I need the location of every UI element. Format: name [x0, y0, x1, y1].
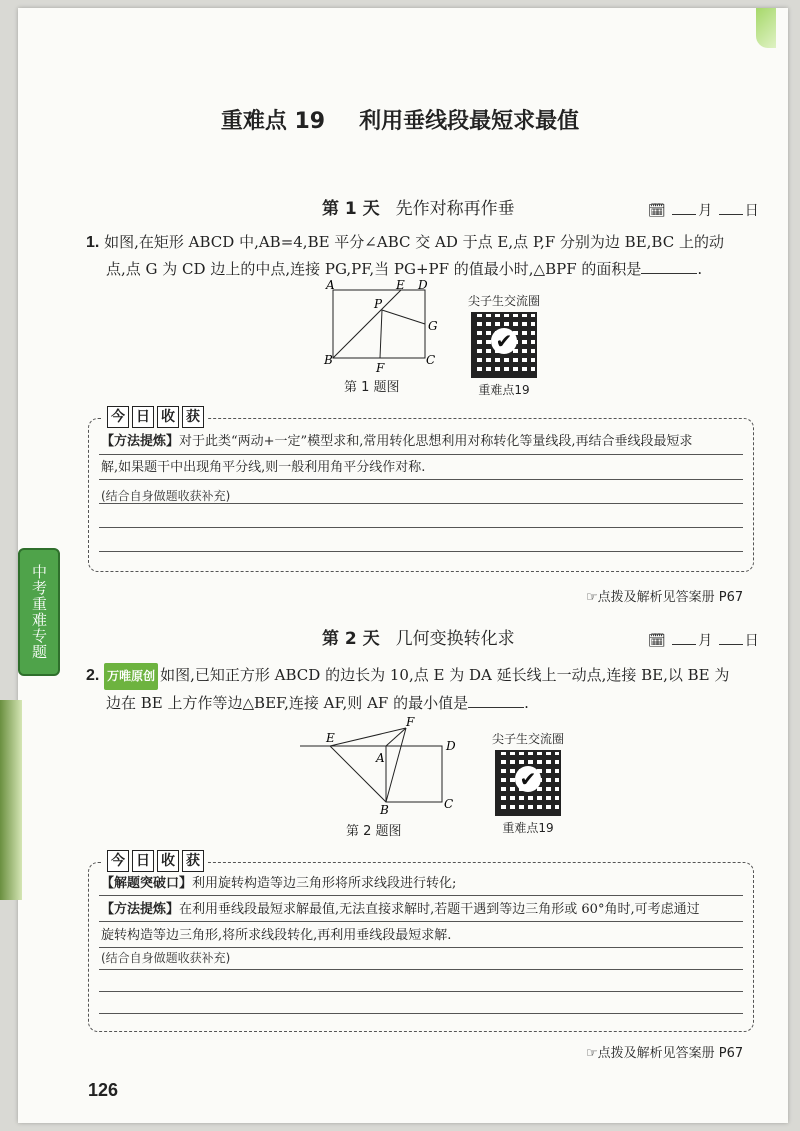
tag-char: 收 — [157, 850, 179, 872]
writing-line[interactable] — [99, 991, 743, 992]
writing-line[interactable] — [99, 1013, 743, 1014]
harvest-tag — [103, 406, 208, 428]
question-period: . — [524, 694, 529, 712]
line-ef — [330, 728, 406, 746]
harvest-box-2 — [88, 853, 754, 1032]
question-text: 如图,已知正方形 ABCD 的边长为 10,点 E 为 DA 延长线上一动点,连接 BE,以 BE 为 — [160, 666, 730, 684]
label-b: B — [324, 353, 333, 367]
day1-heading — [322, 194, 515, 219]
label-f: F — [376, 361, 385, 375]
rule-line — [99, 947, 743, 948]
question-period: . — [697, 260, 703, 278]
writing-line[interactable] — [99, 527, 743, 528]
label-p: P — [374, 297, 383, 311]
question-text: 如图,在矩形 ABCD 中,AB=4,BE 平分∠ABC 交 AD 于点 E,点 P,F 分别为边 BE,BC 上的动 — [104, 233, 724, 251]
tag-char: 今 — [107, 406, 129, 428]
tag-char: 获 — [182, 406, 204, 428]
answer-blank[interactable] — [468, 707, 524, 708]
answer-reference-1: ☞点拨及解析见答案册 P67 — [586, 590, 744, 605]
label-e: E — [396, 280, 405, 292]
day-blank — [719, 644, 743, 645]
method-label: 【方法提炼】 — [101, 434, 180, 449]
method-text: 对于此类“两动+一定”模型求和,常用转化思想利用对称转化等量线段,再结合垂线段最短求 — [179, 434, 693, 449]
supplement-hint: (结合自身做题收获补充) — [101, 951, 231, 965]
breakthrough-note — [101, 871, 739, 949]
tag-char: 日 — [132, 406, 154, 428]
line-pg — [382, 310, 425, 324]
qr-title: 尖子生交流圈 — [491, 732, 564, 746]
title-topic-name: 利用垂线段最短求最值 — [359, 109, 580, 134]
line-bf — [386, 728, 406, 802]
writing-line[interactable] — [99, 551, 743, 552]
breakthrough-label: 【解题突破口】 — [101, 876, 193, 891]
supplement-hint: (结合自身做题收获补充) — [101, 489, 231, 503]
day-label: 日 — [744, 633, 759, 649]
label-e: E — [326, 731, 335, 745]
figure-2-diagram — [292, 712, 464, 818]
day1-topic: 先作对称再作垂 — [395, 199, 515, 219]
label-g: G — [428, 319, 438, 333]
question-1 — [86, 229, 766, 283]
month-blank — [672, 214, 696, 215]
original-badge: 万唯原创 — [104, 663, 158, 690]
method-note — [101, 429, 739, 481]
question-number: 1. — [86, 234, 100, 251]
question-text-2: 点,点 G 为 CD 边上的中点,连接 PG,PF,当 PG+PF 的值最小时,△BPF 的面积是 — [106, 260, 642, 278]
tag-char: 今 — [107, 850, 129, 872]
calendar-check-icon: 🗓 — [648, 203, 666, 219]
label-c: C — [444, 797, 454, 811]
tag-char: 收 — [157, 406, 179, 428]
method-text-2: 旋转构造等边三角形,将所求线段转化,再利用垂线段最短求解. — [101, 928, 452, 943]
day2-topic: 几何变换转化求 — [395, 629, 515, 649]
qr-title: 尖子生交流圈 — [467, 294, 540, 308]
tag-char: 日 — [132, 850, 154, 872]
rule-line — [99, 454, 743, 455]
method-label: 【方法提炼】 — [101, 902, 180, 917]
qr-code-icon[interactable] — [471, 312, 537, 378]
qr-caption: 重难点19 — [502, 821, 554, 835]
rule-line — [99, 921, 743, 922]
label-d: D — [418, 280, 428, 292]
question-number: 2. — [86, 667, 100, 684]
answer-reference-2: ☞点拨及解析见答案册 P67 — [586, 1046, 744, 1061]
month-label: 月 — [698, 203, 713, 219]
title-topic-number: 重难点 19 — [220, 109, 326, 134]
qr-caption: 重难点19 — [478, 383, 530, 397]
answer-blank[interactable] — [641, 273, 697, 274]
method-text-2: 解,如果题干中出现角平分线,则一般利用角平分线作对称. — [101, 460, 426, 475]
figure-2-caption: 第 2 题图 — [346, 824, 402, 839]
day-label: 日 — [744, 203, 759, 219]
label-a: A — [376, 751, 385, 765]
page-number: 126 — [88, 1080, 119, 1100]
day1-label: 第 1 天 — [322, 199, 380, 219]
day2-date — [648, 630, 759, 650]
figure-1-diagram — [318, 280, 442, 376]
page-corner-decoration — [756, 8, 776, 48]
harvest-tag — [103, 850, 208, 872]
day-blank — [719, 214, 743, 215]
qr-block-1[interactable] — [462, 292, 546, 398]
line-pf — [380, 310, 382, 358]
figure-1-caption: 第 1 题图 — [344, 380, 400, 395]
square-abcd — [386, 746, 442, 802]
label-c: C — [426, 353, 436, 367]
tag-char: 获 — [182, 850, 204, 872]
line-be — [333, 290, 401, 358]
book-spine-edge — [0, 700, 22, 900]
side-tab: 中考重难专题 — [18, 548, 60, 676]
rule-line — [99, 479, 743, 480]
month-blank — [672, 644, 696, 645]
rule-line — [99, 895, 743, 896]
harvest-box-1 — [88, 409, 754, 572]
question-text-2: 边在 BE 上方作等边△BEF,连接 AF,则 AF 的最小值是 — [106, 694, 469, 712]
month-label: 月 — [698, 633, 713, 649]
day2-heading — [322, 624, 515, 649]
calendar-check-icon: 🗓 — [648, 633, 666, 649]
breakthrough-text: 利用旋转构造等边三角形将所求线段进行转化; — [192, 876, 457, 891]
page-title — [0, 104, 800, 135]
method-text: 在利用垂线段最短求解最值,无法直接求解时,若题干遇到等边三角形或 60°角时,可考虑通过 — [179, 902, 700, 917]
label-b: B — [380, 803, 389, 817]
qr-block-2[interactable] — [486, 730, 570, 836]
day2-label: 第 2 天 — [322, 629, 380, 649]
label-a: A — [326, 280, 335, 292]
qr-code-icon[interactable] — [495, 750, 561, 816]
rule-line — [99, 969, 743, 970]
day1-date — [648, 200, 759, 220]
question-2 — [86, 662, 766, 717]
label-d: D — [446, 739, 456, 753]
label-f: F — [406, 715, 415, 729]
